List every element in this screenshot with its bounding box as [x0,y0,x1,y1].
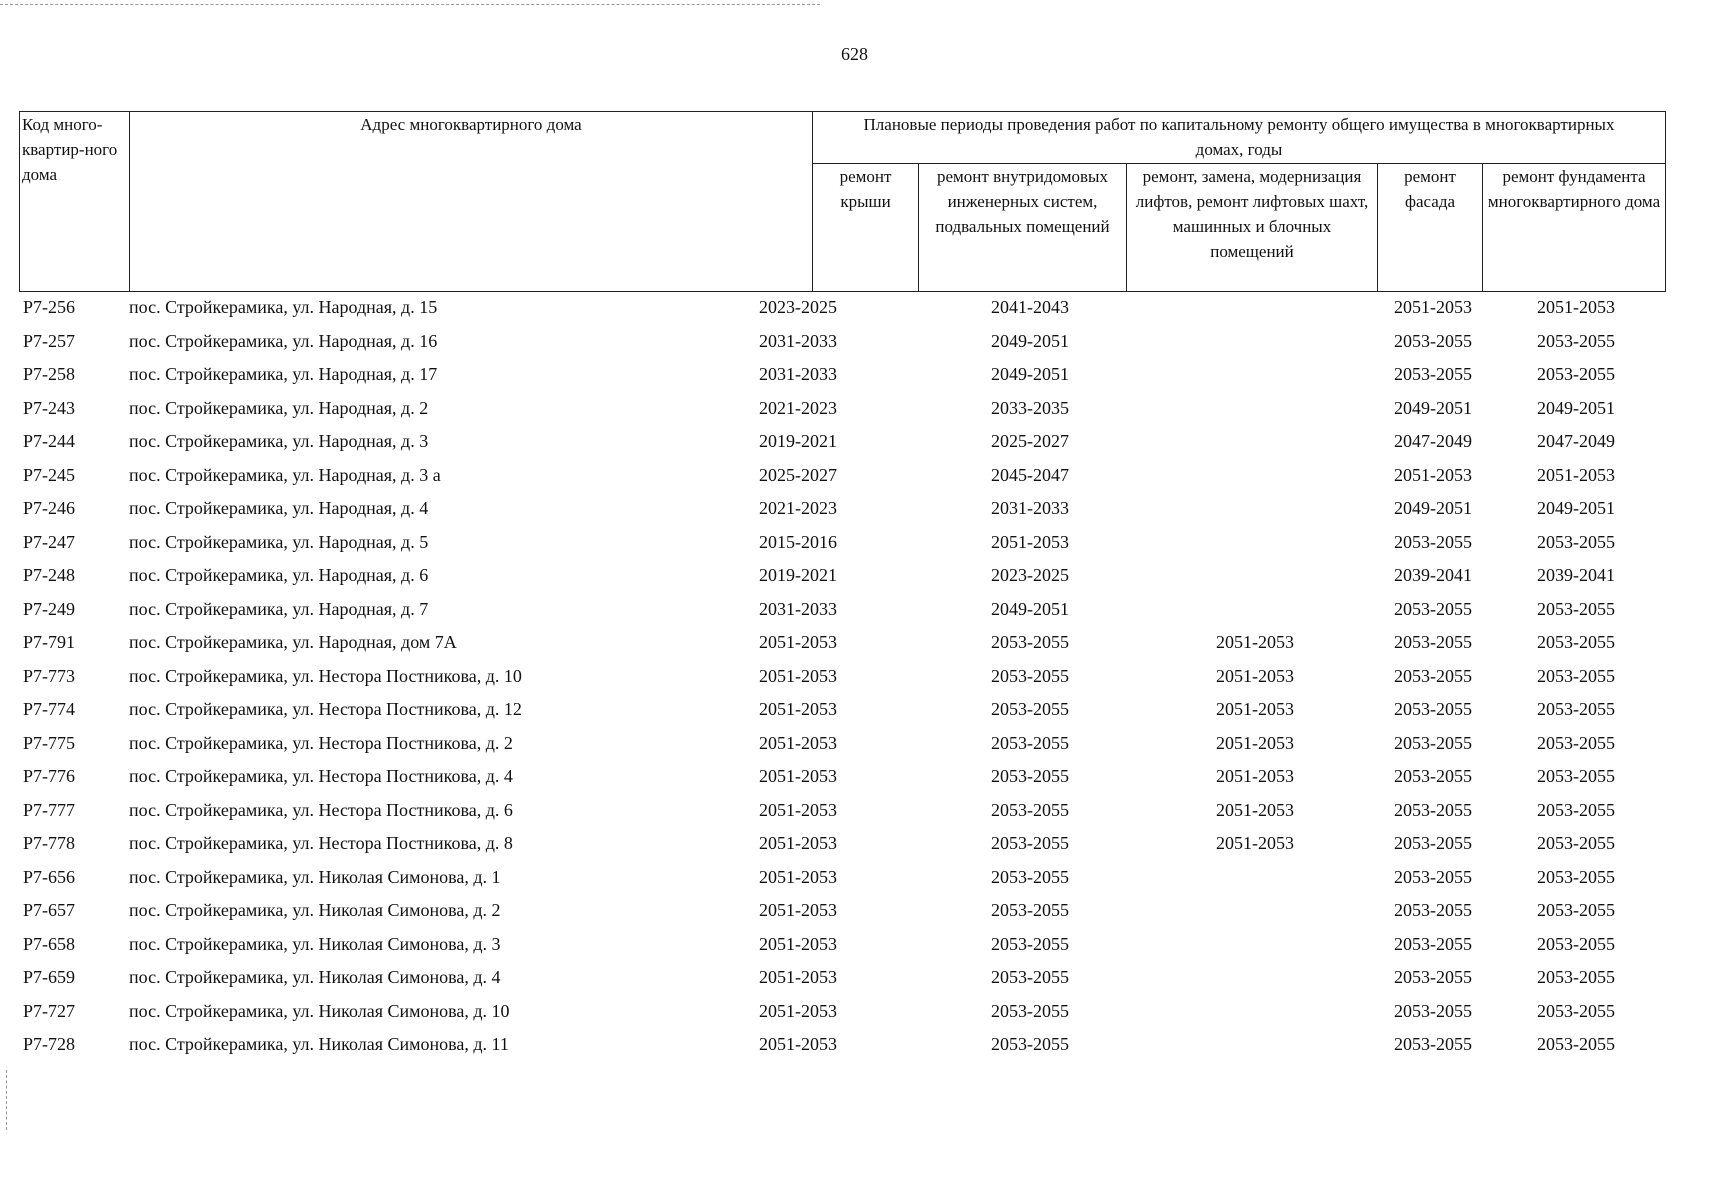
cell-foundation: 2053-2055 [1537,531,1615,552]
table-row [19,630,1665,664]
cell-address: пос. Стройкерамика, ул. Нестора Постникова, д. 10 [129,665,522,686]
table-row [19,965,1665,999]
cell-foundation: 2053-2055 [1537,1000,1615,1021]
cell-facade: 2053-2055 [1394,866,1472,887]
cell-code: Р7-774 [23,699,76,719]
cell-address: пос. Стройкерамика, ул. Народная, дом 7А [129,632,457,652]
table-row [19,664,1665,698]
cell-code: Р7-257 [23,330,76,351]
cell-code: Р7-656 [23,866,76,887]
cell-foundation: 2049-2051 [1537,498,1615,518]
cell-address: пос. Стройкерамика, ул. Народная, д. 5 [129,531,429,552]
cell-lifts: 2051-2053 [1216,699,1294,719]
cell-facade: 2053-2055 [1394,732,1472,753]
table-row [19,932,1665,966]
cell-systems: 2033-2035 [991,397,1069,418]
cell-facade: 2053-2055 [1394,330,1472,351]
cell-facade: 2039-2041 [1394,565,1472,585]
cell-roof: 2023-2025 [759,297,837,317]
cell-systems: 2053-2055 [991,967,1069,987]
cell-code: Р7-248 [23,565,76,585]
cell-roof: 2025-2027 [759,464,837,485]
cell-address: пос. Стройкерамика, ул. Народная, д. 2 [129,397,429,418]
cell-code: Р7-659 [23,967,76,987]
cell-foundation: 2053-2055 [1537,364,1615,384]
cell-foundation: 2053-2055 [1537,1034,1615,1054]
cell-code: Р7-258 [23,364,76,384]
cell-systems: 2053-2055 [991,732,1069,753]
cell-foundation: 2053-2055 [1537,967,1615,987]
cell-facade: 2053-2055 [1394,531,1472,552]
cell-facade: 2053-2055 [1394,1034,1472,1054]
header-roof: ремонт крыши [813,164,919,292]
cell-roof: 2031-2033 [759,330,837,351]
cell-roof: 2019-2021 [759,431,837,451]
cell-facade: 2049-2051 [1394,498,1472,518]
cell-code: Р7-727 [23,1000,76,1021]
cell-address: пос. Стройкерамика, ул. Народная, д. 3 а [129,464,441,485]
cell-code: Р7-246 [23,498,76,518]
cell-code: Р7-657 [23,900,76,920]
cell-roof: 2051-2053 [759,967,837,987]
cell-systems: 2041-2043 [991,297,1069,317]
cell-foundation: 2051-2053 [1537,297,1615,317]
cell-address: пос. Стройкерамика, ул. Николая Симонова, д. 11 [129,1034,509,1054]
cell-address: пос. Стройкерамика, ул. Нестора Постникова, д. 2 [129,732,513,753]
table-row [19,865,1665,899]
cell-systems: 2053-2055 [991,632,1069,652]
cell-address: пос. Стройкерамика, ул. Николая Симонова, д. 1 [129,866,501,887]
cell-code: Р7-249 [23,598,76,619]
cell-facade: 2053-2055 [1394,699,1472,719]
cell-roof: 2051-2053 [759,900,837,920]
table-body [19,295,1665,1066]
cell-code: Р7-777 [23,799,76,820]
table-row [19,463,1665,497]
cell-foundation: 2053-2055 [1537,632,1615,652]
table-row [19,597,1665,631]
cell-address: пос. Стройкерамика, ул. Народная, д. 16 [129,330,438,351]
cell-roof: 2051-2053 [759,665,837,686]
cell-code: Р7-728 [23,1034,76,1054]
cell-facade: 2051-2053 [1394,297,1472,317]
table-row [19,764,1665,798]
cell-address: пос. Стройкерамика, ул. Нестора Постникова, д. 6 [129,799,513,820]
header-systems: ремонт внутридомовых инженерных систем, подвальных помещений [919,164,1127,292]
cell-address: пос. Стройкерамика, ул. Николая Симонова, д. 4 [129,967,501,987]
cell-roof: 2031-2033 [759,598,837,619]
cell-foundation: 2053-2055 [1537,699,1615,719]
cell-lifts: 2051-2053 [1216,833,1294,853]
cell-code: Р7-244 [23,431,76,451]
cell-systems: 2053-2055 [991,833,1069,853]
cell-code: Р7-791 [23,632,76,652]
table-row [19,798,1665,832]
cell-roof: 2019-2021 [759,565,837,585]
cell-foundation: 2053-2055 [1537,866,1615,887]
cell-systems: 2053-2055 [991,866,1069,887]
header-facade: ремонт фасада [1378,164,1483,292]
cell-address: пос. Стройкерамика, ул. Народная, д. 3 [129,431,429,451]
table-row [19,295,1665,329]
table-row [19,362,1665,396]
cell-facade: 2053-2055 [1394,632,1472,652]
cell-roof: 2051-2053 [759,833,837,853]
cell-systems: 2053-2055 [991,799,1069,820]
page-number: 628 [841,44,868,64]
cell-systems: 2053-2055 [991,1034,1069,1054]
cell-facade: 2053-2055 [1394,967,1472,987]
cell-systems: 2053-2055 [991,665,1069,686]
cell-facade: 2053-2055 [1394,665,1472,686]
cell-address: пос. Стройкерамика, ул. Народная, д. 6 [129,565,429,585]
cell-facade: 2053-2055 [1394,364,1472,384]
cell-foundation: 2049-2051 [1537,397,1615,418]
cell-address: пос. Стройкерамика, ул. Николая Симонова, д. 3 [129,933,501,954]
scan-edge-mark [0,4,820,7]
cell-systems: 2049-2051 [991,364,1069,384]
cell-roof: 2051-2053 [759,1000,837,1021]
cell-facade: 2053-2055 [1394,766,1472,786]
cell-systems: 2045-2047 [991,464,1069,485]
cell-roof: 2021-2023 [759,397,837,418]
table-row [19,999,1665,1033]
cell-lifts: 2051-2053 [1216,799,1294,820]
cell-code: Р7-775 [23,732,76,753]
cell-facade: 2049-2051 [1394,397,1472,418]
cell-foundation: 2053-2055 [1537,665,1615,686]
cell-code: Р7-243 [23,397,76,418]
cell-roof: 2021-2023 [759,498,837,518]
scan-edge-mark [6,1070,9,1130]
cell-foundation: 2039-2041 [1537,565,1615,585]
cell-roof: 2051-2053 [759,766,837,786]
cell-facade: 2053-2055 [1394,598,1472,619]
header-periods: Плановые периоды проведения работ по капитальному ремонту общего имущества в многоквартирных домах, годы [813,112,1666,164]
cell-code: Р7-773 [23,665,76,686]
cell-systems: 2051-2053 [991,531,1069,552]
cell-lifts: 2051-2053 [1216,632,1294,652]
cell-address: пос. Стройкерамика, ул. Николая Симонова, д. 10 [129,1000,510,1021]
table-row [19,429,1665,463]
cell-lifts: 2051-2053 [1216,766,1294,786]
cell-roof: 2051-2053 [759,799,837,820]
header-address: Адрес многоквартирного дома [130,112,813,292]
cell-systems: 2049-2051 [991,598,1069,619]
cell-roof: 2051-2053 [759,933,837,954]
cell-roof: 2031-2033 [759,364,837,384]
cell-roof: 2051-2053 [759,632,837,652]
cell-facade: 2051-2053 [1394,464,1472,485]
table-row [19,898,1665,932]
cell-systems: 2053-2055 [991,766,1069,786]
table-row [19,563,1665,597]
cell-roof: 2051-2053 [759,1034,837,1054]
cell-facade: 2053-2055 [1394,833,1472,853]
cell-foundation: 2051-2053 [1537,464,1615,485]
cell-roof: 2051-2053 [759,699,837,719]
cell-systems: 2053-2055 [991,1000,1069,1021]
cell-lifts: 2051-2053 [1216,732,1294,753]
cell-address: пос. Стройкерамика, ул. Николая Симонова, д. 2 [129,900,501,920]
cell-address: пос. Стройкерамика, ул. Народная, д. 7 [129,598,429,619]
cell-address: пос. Стройкерамика, ул. Народная, д. 17 [129,364,438,384]
cell-facade: 2047-2049 [1394,431,1472,451]
cell-lifts: 2051-2053 [1216,665,1294,686]
cell-systems: 2053-2055 [991,900,1069,920]
cell-facade: 2053-2055 [1394,933,1472,954]
table-row [19,496,1665,530]
table-row [19,697,1665,731]
table-row [19,1032,1665,1066]
cell-systems: 2031-2033 [991,498,1069,518]
cell-foundation: 2053-2055 [1537,833,1615,853]
cell-systems: 2023-2025 [991,565,1069,585]
cell-facade: 2053-2055 [1394,1000,1472,1021]
header-foundation: ремонт фундамента многоквартирного дома [1483,164,1666,292]
cell-code: Р7-245 [23,464,76,485]
cell-address: пос. Стройкерамика, ул. Нестора Постникова, д. 12 [129,699,522,719]
cell-roof: 2051-2053 [759,732,837,753]
cell-systems: 2025-2027 [991,431,1069,451]
cell-address: пос. Стройкерамика, ул. Нестора Постникова, д. 8 [129,833,513,853]
header-lifts: ремонт, замена, модернизация лифтов, ремонт лифтовых шахт, машинных и блочных помещений [1127,164,1378,292]
table-row [19,731,1665,765]
cell-address: пос. Стройкерамика, ул. Народная, д. 4 [129,498,429,518]
cell-foundation: 2053-2055 [1537,732,1615,753]
cell-address: пос. Стройкерамика, ул. Нестора Постникова, д. 4 [129,766,513,786]
cell-systems: 2053-2055 [991,933,1069,954]
cell-facade: 2053-2055 [1394,900,1472,920]
cell-code: Р7-658 [23,933,76,954]
cell-code: Р7-778 [23,833,76,853]
cell-roof: 2051-2053 [759,866,837,887]
table-row [19,831,1665,865]
cell-systems: 2049-2051 [991,330,1069,351]
cell-code: Р7-776 [23,766,76,786]
cell-foundation: 2053-2055 [1537,933,1615,954]
cell-foundation: 2053-2055 [1537,900,1615,920]
cell-foundation: 2053-2055 [1537,799,1615,820]
cell-foundation: 2047-2049 [1537,431,1615,451]
cell-foundation: 2053-2055 [1537,766,1615,786]
cell-code: Р7-247 [23,531,76,552]
cell-foundation: 2053-2055 [1537,598,1615,619]
table-row [19,329,1665,363]
header-code: Код много-квартир-ного дома [20,112,130,292]
table-header [19,111,1666,292]
cell-roof: 2015-2016 [759,531,837,552]
cell-address: пос. Стройкерамика, ул. Народная, д. 15 [129,297,438,317]
table-row [19,396,1665,430]
table-row [19,530,1665,564]
cell-facade: 2053-2055 [1394,799,1472,820]
cell-code: Р7-256 [23,297,76,317]
cell-foundation: 2053-2055 [1537,330,1615,351]
cell-systems: 2053-2055 [991,699,1069,719]
